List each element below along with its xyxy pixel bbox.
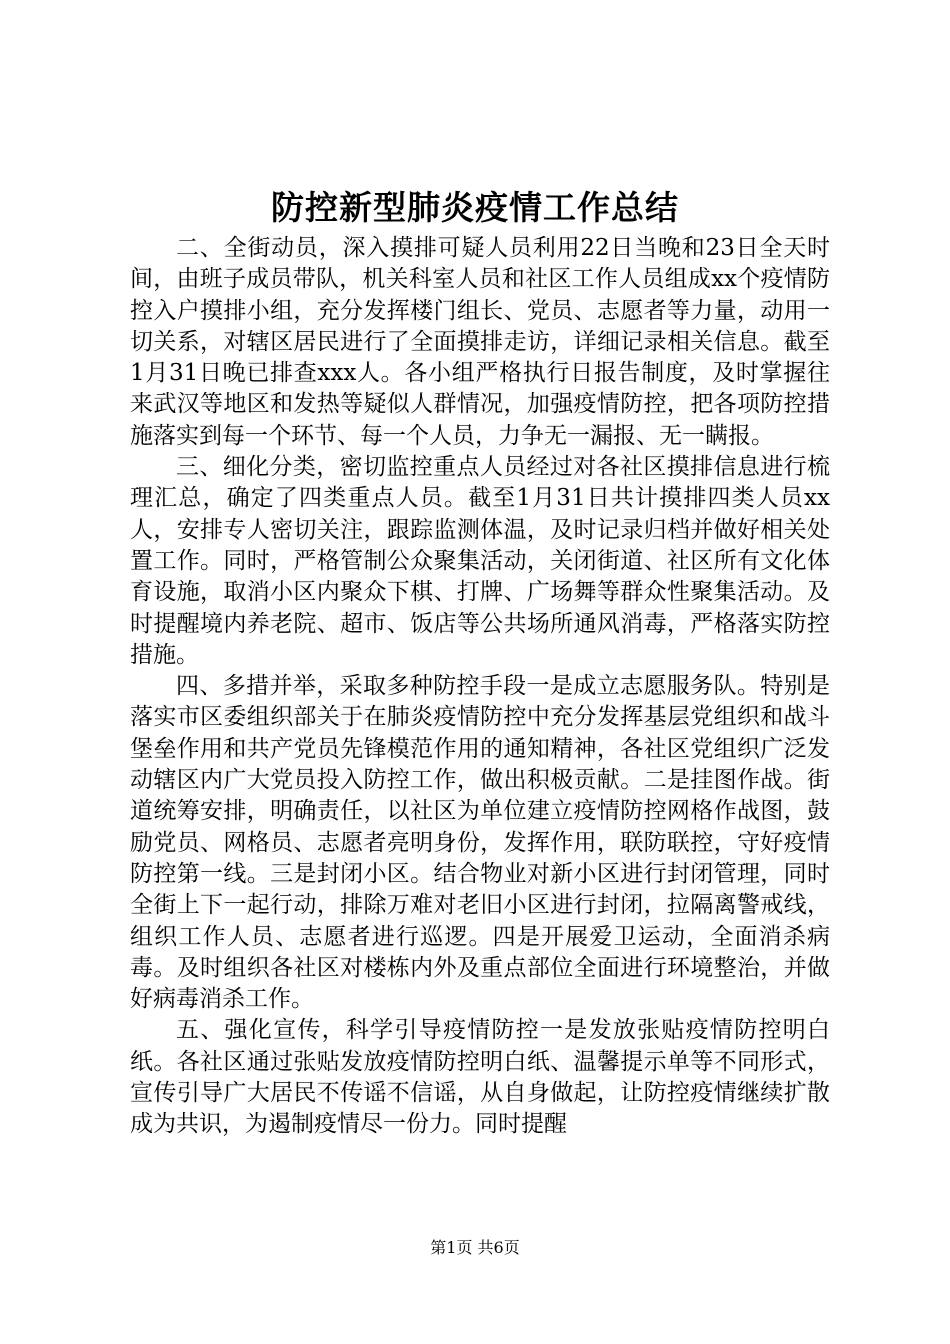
paragraph-3: 三、细化分类，密切监控重点人员经过对各社区摸排信息进行梳理汇总，确定了四类重点人员。截至1月31日共计摸排四类人员xx人，安排专人密切关注，跟踪监测体温，及时记录归档并做好相关处置工作。同时，严格管制公众聚集活动，关闭街道、社区所有文化体育设施，取消小区内聚众下棋、打牌、广场舞等群众性聚集活动。及时提醒境内养老院、超市、饭店等公共场所通风消毒，严格落实防控措施。	[130, 454, 830, 668]
paragraph-2: 二、全街动员，深入摸排可疑人员利用22日当晚和23日全天时间，由班子成员带队，机关科室人员和社区工作人员组成xx个疫情防控入户摸排小组，充分发挥楼门组长、党员、志愿者等力量，动用一切关系，对辖区居民进行了全面摸排走访，详细记录相关信息。截至1月31日晚已排查xxx人。各小组严格执行日报告制度，及时掌握往来武汉等地区和发热等疑似人群情况，加强疫情防控，把各项防控措施落实到每一个环节、每一个人员，力争无一漏报、无一瞒报。	[130, 235, 830, 449]
paragraph-5: 五、强化宣传，科学引导疫情防控一是发放张贴疫情防控明白纸。各社区通过张贴发放疫情防控明白纸、温馨提示单等不同形式，宣传引导广大居民不传谣不信谣，从自身做起，让防控疫情继续扩散成为共识，为遏制疫情尽一份力。同时提醒	[130, 1017, 830, 1138]
document-body	[130, 233, 830, 1141]
paragraph-4: 四、多措并举，采取多种防控手段一是成立志愿服务队。特别是落实市区委组织部关于在肺炎疫情防控中充分发挥基层党组织和战斗堡垒作用和共产党员先锋模范作用的通知精神，各社区党组织广泛发动辖区内广大党员投入防控工作，做出积极贡献。二是挂图作战。街道统筹安排，明确责任，以社区为单位建立疫情防控网格作战图，鼓励党员、网格员、志愿者亮明身份，发挥作用，联防联控，守好疫情防控第一线。三是封闭小区。结合物业对新小区进行封闭管理，同时全街上下一起行动，排除万难对老旧小区进行封闭，拉隔离警戒线，组织工作人员、志愿者进行巡逻。四是开展爱卫运动，全面消杀病毒。及时组织各社区对楼栋内外及重点部位全面进行环境整治，并做好病毒消杀工作。	[130, 673, 830, 1013]
document-title: 防控新型肺炎疫情工作总结	[271, 188, 679, 227]
page-number-footer: 第1页 共6页	[430, 1238, 520, 1257]
